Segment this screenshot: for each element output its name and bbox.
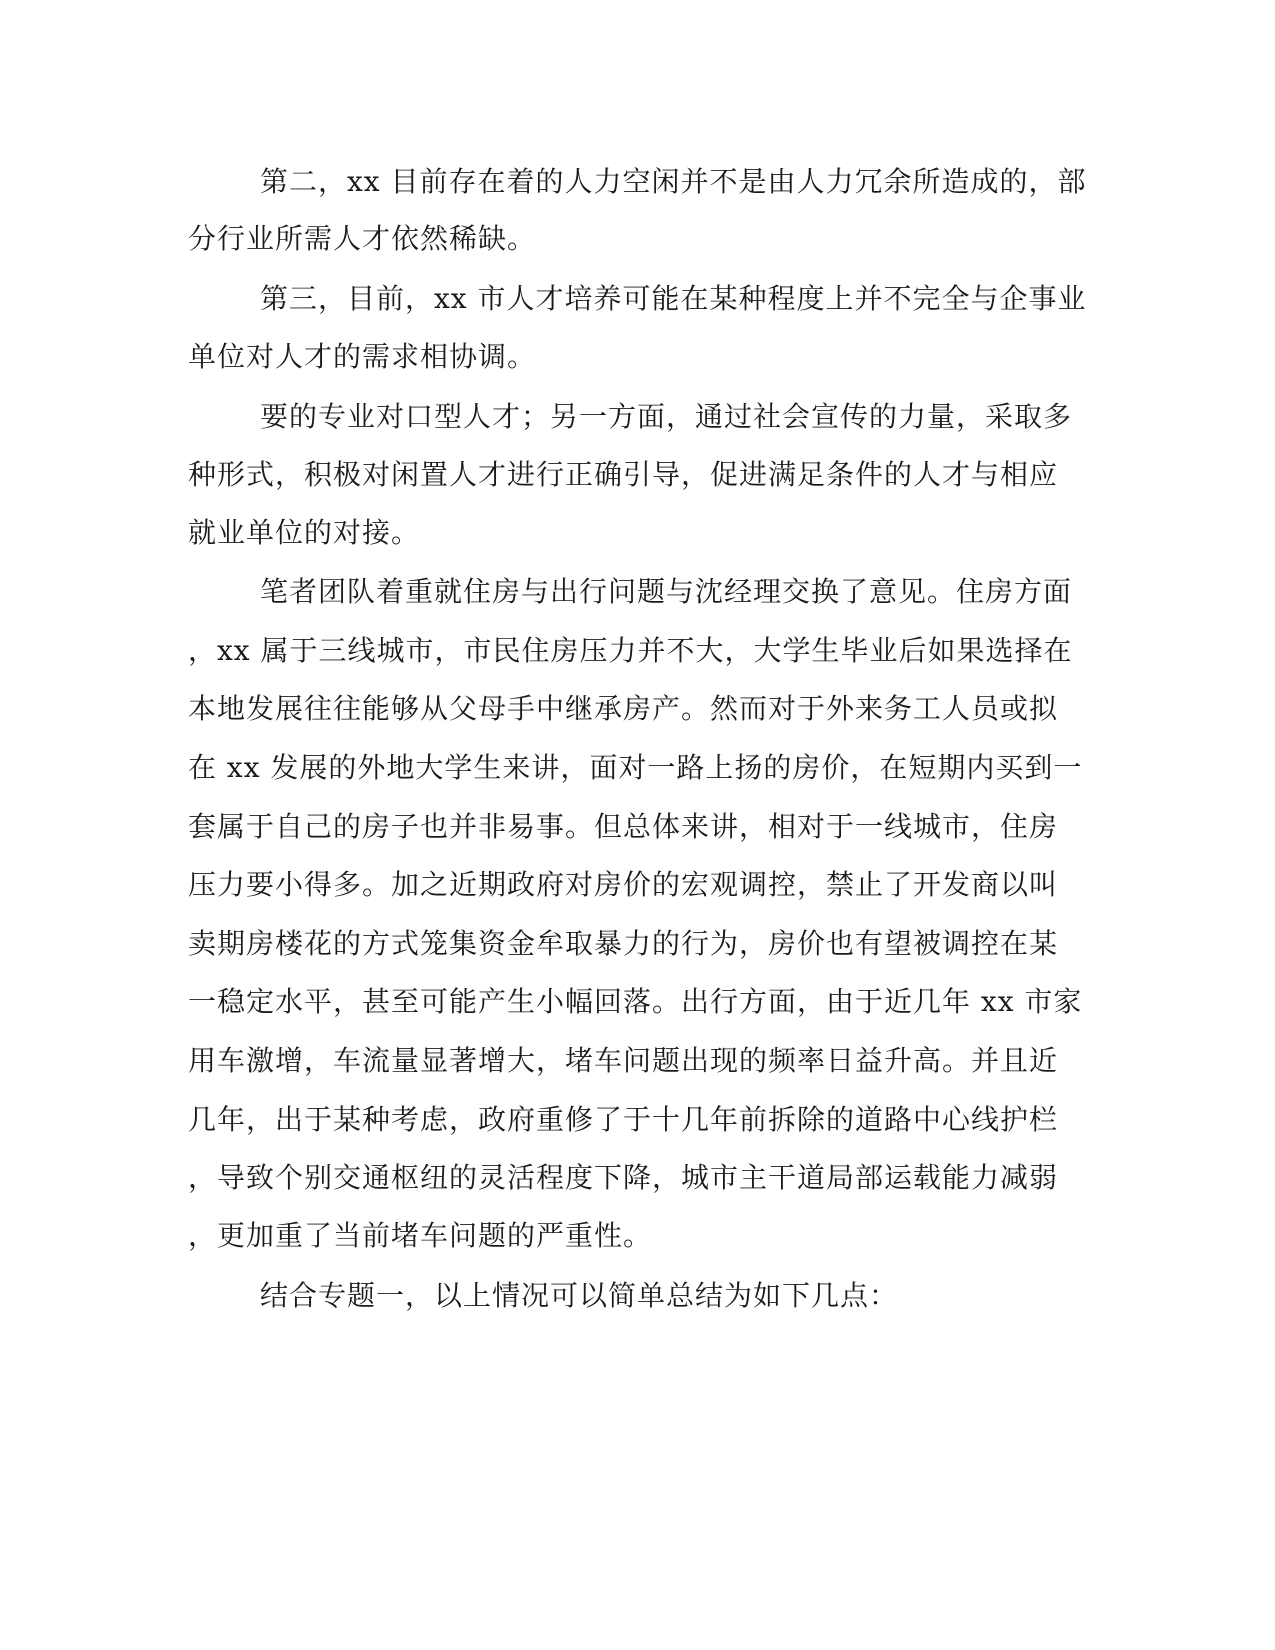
paragraph-line: 第三，目前，xx 市人才培养可能在某种程度上并不完全与企事业 <box>260 282 1087 315</box>
paragraph-line: 就业单位的对接。 <box>188 516 421 549</box>
paragraph-line: 几年，出于某种考虑，政府重修了于十几年前拆除的道路中心线护栏 <box>188 1103 1059 1136</box>
paragraph-line: 要的专业对口型人才；另一方面，通过社会宣传的力量，采取多 <box>260 400 1073 433</box>
paragraph-line: 压力要小得多。加之近期政府对房价的宏观调控，禁止了开发商以叫 <box>188 868 1059 901</box>
paragraph-line: 套属于自己的房子也并非易事。但总体来讲，相对于一线城市，住房 <box>188 810 1059 843</box>
paragraph-line: 一稳定水平，甚至可能产生小幅回落。出行方面，由于近几年 xx 市家 <box>188 985 1083 1018</box>
paragraph-line: 第二，xx 目前存在着的人力空闲并不是由人力冗余所造成的，部 <box>260 165 1087 198</box>
paragraph-line: ，xx 属于三线城市，市民住房压力并不大，大学生毕业后如果选择在 <box>188 634 1073 667</box>
paragraph-line: 本地发展往往能够从父母手中继承房产。然而对于外来务工人员或拟 <box>188 692 1059 725</box>
paragraph-line: ，更加重了当前堵车问题的严重性。 <box>188 1219 653 1252</box>
paragraph-line: ，导致个别交通枢纽的灵活程度下降，城市主干道局部运载能力减弱 <box>188 1161 1059 1194</box>
paragraph-line: 结合专题一，以上情况可以简单总结为如下几点： <box>260 1279 899 1312</box>
paragraph-line: 分行业所需人才依然稀缺。 <box>188 222 537 255</box>
paragraph-line: 种形式，积极对闲置人才进行正确引导，促进满足条件的人才与相应 <box>188 458 1059 491</box>
paragraph-line: 卖期房楼花的方式笼集资金牟取暴力的行为，房价也有望被调控在某 <box>188 927 1059 960</box>
paragraph-line: 用车激增，车流量显著增大，堵车问题出现的频率日益升高。并且近 <box>188 1044 1059 1077</box>
paragraph-line: 在 xx 发展的外地大学生来讲，面对一路上扬的房价，在短期内买到一 <box>188 751 1083 784</box>
paragraph-line: 笔者团队着重就住房与出行问题与沈经理交换了意见。住房方面 <box>260 575 1073 608</box>
paragraph-line: 单位对人才的需求相协调。 <box>188 340 537 373</box>
